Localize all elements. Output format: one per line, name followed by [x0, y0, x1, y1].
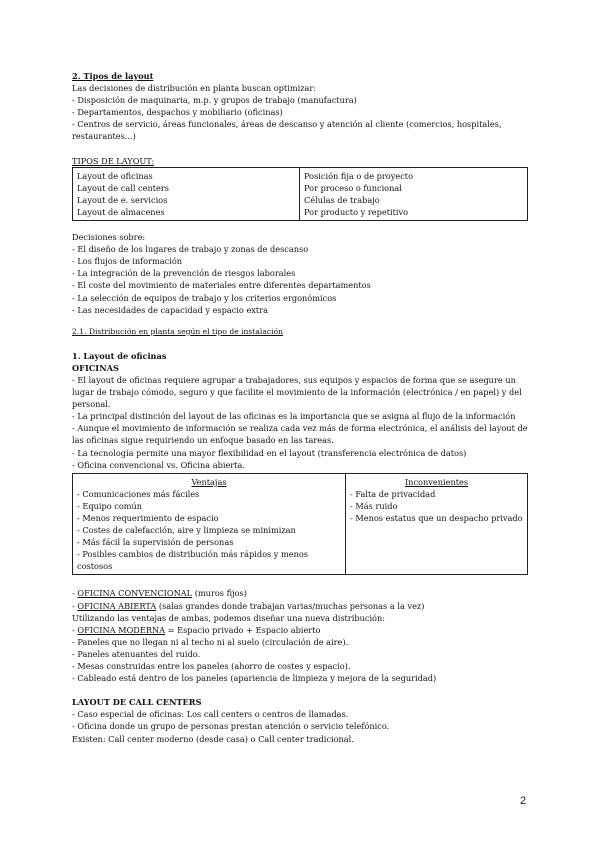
abierta-line: - OFICINA ABIERTA (salas grandes donde trabajan varias/muchas personas a la vez): [72, 600, 425, 611]
ventajas-cell: [73, 473, 346, 575]
tipos-right-item: Por producto y repetitivo: [304, 206, 409, 217]
tipos-left-cell: [73, 167, 300, 220]
decisiones-item: - Los flujos de información: [72, 256, 183, 267]
decisiones-item: - La selección de equipos de trabajo y los criterios ergonómicos: [72, 292, 337, 303]
oficinas-subheading: OFICINAS: [72, 362, 119, 373]
ventajas-item: - Menos requerimiento de espacio: [77, 513, 219, 523]
moderna-label: OFICINA MODERNA: [77, 624, 166, 635]
decisiones-item: - El coste del movimiento de materiales entre diferentes departamentos: [72, 280, 371, 291]
ventajas-table: [72, 473, 528, 576]
moderna-item: - Paneles que no llegan ni al techo ni al suelo (circulación de aire).: [72, 636, 349, 647]
decisiones-item: - Las necesidades de capacidad y espacio extra: [72, 304, 269, 315]
oficinas-item: - El layout de oficinas requiere agrupar a trabajadores, sus equipos y espacios de forma que se asegure un lugar de trabajo cómodo, seguro y que facilite el movimiento de la información (electrónica / en papel) y del personal.: [72, 374, 522, 410]
inconvenientes-cell: [346, 473, 528, 575]
tipos-table: [72, 167, 528, 221]
ventajas-item: - Posibles cambios de distribución más rápidos y menos costosos: [77, 549, 309, 572]
tipos-left-item: Layout de almacenes: [77, 206, 165, 217]
oficinas-item: - Aunque el movimiento de información se realiza cada vez más de forma electrónica, el análisis del layout de las oficinas sigue requiriendo un enfoque basado en las tareas.: [72, 423, 528, 446]
subsection-title: 2.1. Distribución en planta según el tipo de instalación: [72, 326, 284, 336]
decisiones-lead: Decisiones sobre:: [72, 232, 146, 243]
decisiones-item: - El diseño de los lugares de trabajo y zonas de descanso: [72, 244, 309, 255]
section-title: 2. Tipos de layout: [72, 71, 154, 81]
tipos-right-item: Posición fija o de proyecto: [304, 170, 413, 181]
tipos-right-item: Células de trabajo: [304, 194, 380, 205]
oficinas-heading: 1. Layout de oficinas: [72, 350, 167, 361]
ventajas-item: - Costes de calefacción, aire y limpieza se minimizan: [77, 525, 296, 536]
document-page: [72, 70, 528, 745]
oficinas-item: - La principal distinción del layout de las oficinas es la importancia que se asigna al flujo de la información: [72, 411, 516, 422]
decisiones-item: - La integración de la prevención de riesgos laborales: [72, 268, 296, 279]
tipos-left-item: Layout de call centers: [77, 182, 169, 193]
callcenters-heading: LAYOUT DE CALL CENTERS: [72, 697, 202, 708]
moderna-item: - Mesas construidas entre los paneles (ahorro de costes y espacio).: [72, 661, 351, 672]
abierta-text: (salas grandes donde trabajan varias/muchas personas a la vez): [156, 600, 425, 611]
moderna-text: = Espacio privado + Espacio abierto: [165, 624, 321, 635]
tipos-title: TIPOS DE LAYOUT:: [72, 155, 155, 166]
tipos-left-item: Layout de oficinas: [77, 170, 153, 181]
tipos-right-item: Por proceso o funcional: [304, 182, 402, 193]
inconvenientes-item: - Más ruido: [350, 500, 398, 511]
convencional-text: (muros fijos): [192, 588, 247, 599]
inconvenientes-item: - Falta de privacidad: [350, 488, 436, 499]
tipos-right-cell: [300, 167, 528, 220]
intro-item: - Disposición de maquinaria, m.p. y grupos de trabajo (manufactura): [72, 95, 357, 106]
tipos-left-item: Layout de e. servicios: [77, 194, 168, 205]
abierta-label: OFICINA ABIERTA: [77, 600, 157, 611]
callcenters-item: - Caso especial de oficinas: Los call centers o centros de llamadas.: [72, 709, 349, 720]
callcenters-item: Existen: Call center moderno (desde casa) o Call center tradicional.: [72, 733, 354, 744]
moderna-line: - OFICINA MODERNA = Espacio privado + Espacio abierto: [72, 624, 321, 635]
ventajas-item: - Equipo común: [77, 500, 143, 511]
convencional-line: - OFICINA CONVENCIONAL (muros fijos): [72, 588, 247, 599]
ventajas-header: Ventajas: [191, 476, 227, 487]
intro-item: - Departamentos, despachos y mobiliario (oficinas): [72, 107, 283, 118]
oficinas-item: - La tecnología permite una mayor flexibilidad en el layout (transferencia electrónica de datos): [72, 447, 467, 458]
moderna-item: - Cableado está dentro de los paneles (apariencia de limpieza y mejora de la seguridad): [72, 673, 437, 684]
inconvenientes-item: - Menos estatus que un despacho privado: [350, 513, 523, 523]
inconvenientes-header: Inconvenientes: [404, 476, 469, 487]
intro-lead: Las decisiones de distribución en planta buscan optimizar:: [72, 83, 317, 94]
oficinas-item: - Oficina convencional vs. Oficina abierta.: [72, 459, 245, 470]
utilizando-text: Utilizando las ventajas de ambas, podemos diseñar una nueva distribución:: [72, 612, 386, 623]
moderna-item: - Paneles atenuantes del ruido.: [72, 648, 201, 659]
callcenters-item: - Oficina donde un grupo de personas prestan atención o servicio telefónico.: [72, 721, 390, 732]
ventajas-item: - Comunicaciones más fáciles: [77, 488, 200, 499]
page-number: 2: [520, 795, 527, 807]
convencional-label: OFICINA CONVENCIONAL: [77, 588, 193, 599]
intro-item: - Centros de servicio, áreas funcionales, áreas de descanso y atención al cliente (comercios, hospitales, restaurantes...): [72, 119, 502, 142]
ventajas-item: - Más fácil la supervisión de personas: [77, 537, 234, 548]
